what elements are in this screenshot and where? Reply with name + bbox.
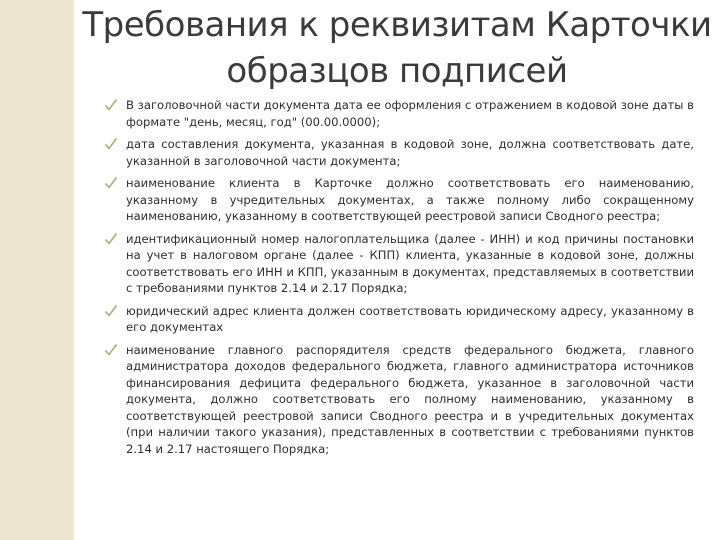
list-item: [104, 136, 694, 169]
list-item-text: идентификационный номер налогоплательщика (далее - ИНН) и код причины постановки на учет в налоговом органе (далее - КПП) клиента, указанные в кодовой зоне, должны соответствовать его ИНН и КПП, указанным в документах, представляемых в соответствии с требованиями пунктов 2.14 и 2.17 Порядка;: [126, 231, 694, 295]
list-item-text: наименование главного распорядителя средств федерального бюджета, главного администратора доходов федерального бюджета, главного администратора источников финансирования дефицита федерального бюджета, указанное в заголовочной части документа, должно соответствовать его полному наименованию, указанному в соответствующей реестровой записи Сводного реестра и в учредительных документах (при наличии такого указания), представленных в соответствии с требованиями пунктов 2.14 и 2.17 настоящего Порядка;: [126, 342, 694, 456]
list-item: [104, 342, 694, 458]
decorative-left-stripe: [0, 0, 74, 540]
slide-title: Требования к реквизитам Карточки образцов подписей: [82, 5, 712, 91]
check-icon: [104, 137, 118, 151]
check-icon: [104, 343, 118, 357]
list-item-text: наименование клиента в Карточке должно соответствовать его наименованию, указанному в учредительных документах, а также полному либо сокращенному наименованию, указанному в соответствующей реестровой записи Сводного реестра;: [126, 176, 694, 223]
list-item: [104, 231, 694, 297]
list-item: [104, 303, 694, 336]
list-item: [104, 175, 694, 225]
list-item-text: дата составления документа, указанная в кодовой зоне, должна соответствовать дате, указанной в заголовочной части документа;: [126, 137, 694, 168]
check-icon: [104, 176, 118, 190]
check-icon: [104, 304, 118, 318]
list-item-text: В заголовочной части документа дата ее оформления с отражением в кодовой зоне даты в формате "день, месяц, год" (00.00.0000);: [126, 98, 694, 129]
requirements-list: [104, 97, 694, 463]
check-icon: [104, 98, 118, 112]
list-item-text: юридический адрес клиента должен соответствовать юридическому адресу, указанному в его документах: [126, 303, 694, 334]
list-item: [104, 97, 694, 130]
check-icon: [104, 232, 118, 246]
